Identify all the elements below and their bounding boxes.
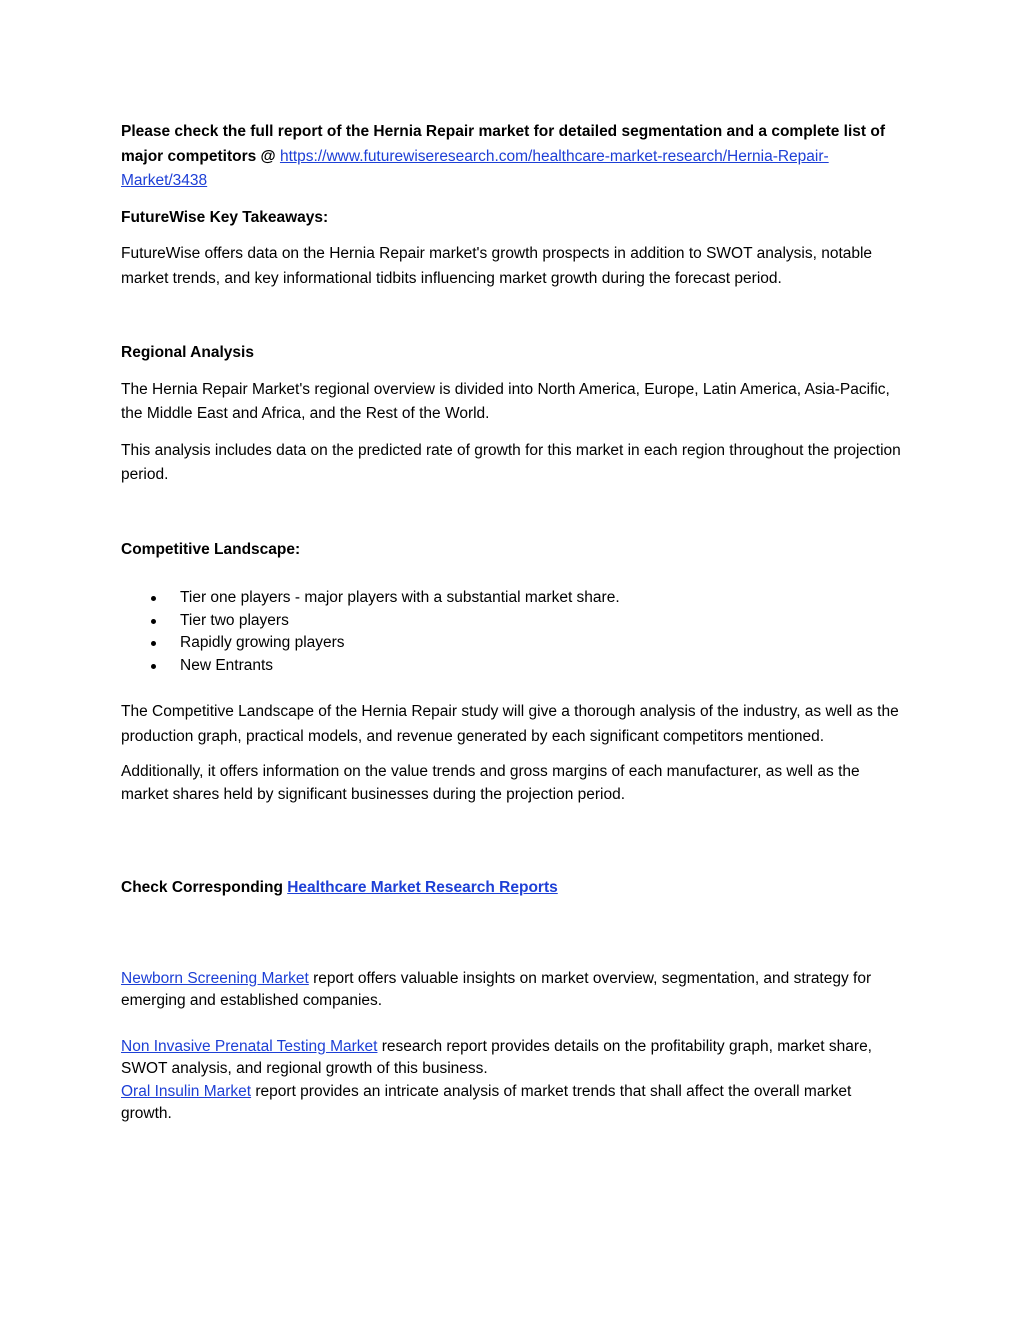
related-report-nipt: Non Invasive Prenatal Testing Market research report provides details on the profitability graph, market share, SWOT analysis, and regional growth of this business. — [121, 1037, 872, 1077]
corresponding-line — [121, 876, 906, 901]
corresponding-label: Check Corresponding — [121, 879, 288, 896]
list-item: Rapidly growing players — [121, 632, 906, 655]
document-page — [121, 120, 906, 1126]
list-item: Tier one players - major players with a substantial market share. — [121, 587, 906, 610]
bullet-icon — [151, 664, 156, 669]
related-report-oral-insulin: Oral Insulin Market report provides an intricate analysis of market trends that shall affect the overall market growth. — [121, 1082, 852, 1122]
bullet-icon — [151, 619, 156, 624]
intro-text: Please check the full report of the Hernia Repair market for detailed segmentation and a complete list of major competitors @ — [121, 123, 886, 165]
newborn-screening-link[interactable]: Newborn Screening Market — [121, 969, 309, 987]
competitive-paragraph-2: Additionally, it offers information on the value trends and gross margins of each manufacturer, as well as the market shares held by significant businesses during the projection period. — [121, 763, 860, 803]
list-item: Tier two players — [121, 610, 906, 633]
oral-insulin-link[interactable]: Oral Insulin Market — [121, 1082, 252, 1100]
regional-heading: Regional Analysis — [121, 344, 254, 361]
nipt-link[interactable]: Non Invasive Prenatal Testing Market — [121, 1037, 378, 1055]
bullet-icon — [151, 641, 156, 646]
takeaways-heading: FutureWise Key Takeaways: — [121, 208, 329, 226]
list-item: New Entrants — [121, 655, 906, 678]
players-list — [121, 587, 906, 677]
takeaways-body: FutureWise offers data on the Hernia Repair market's growth prospects in addition to SWOT analysis, notable market trends, and key informational tidbits influencing market growth during the forecast period. — [121, 245, 873, 287]
healthcare-reports-link[interactable]: Healthcare Market Research Reports — [287, 879, 558, 896]
competitive-heading: Competitive Landscape: — [121, 540, 301, 558]
full-report-link[interactable]: https://www.futurewiseresearch.com/healthcare-market-research/Hernia-Repair-Market/3438 — [121, 147, 829, 189]
related-report-newborn: Newborn Screening Market report offers valuable insights on market overview, segmentation, and strategy for emerging and established companies. — [121, 969, 872, 1009]
competitive-paragraph-1: The Competitive Landscape of the Hernia Repair study will give a thorough analysis of the industry, as well as the production graph, practical models, and revenue generated by each significant competitors mentioned. — [121, 703, 899, 745]
regional-paragraph-2: This analysis includes data on the predicted rate of growth for this market in each region throughout the projection period. — [121, 441, 901, 483]
intro-paragraph — [121, 120, 906, 194]
bullet-icon — [151, 596, 156, 601]
regional-paragraph-1: The Hernia Repair Market's regional overview is divided into North America, Europe, Latin America, Asia-Pacific, the Middle East and Africa, and the Rest of the World. — [121, 380, 890, 422]
